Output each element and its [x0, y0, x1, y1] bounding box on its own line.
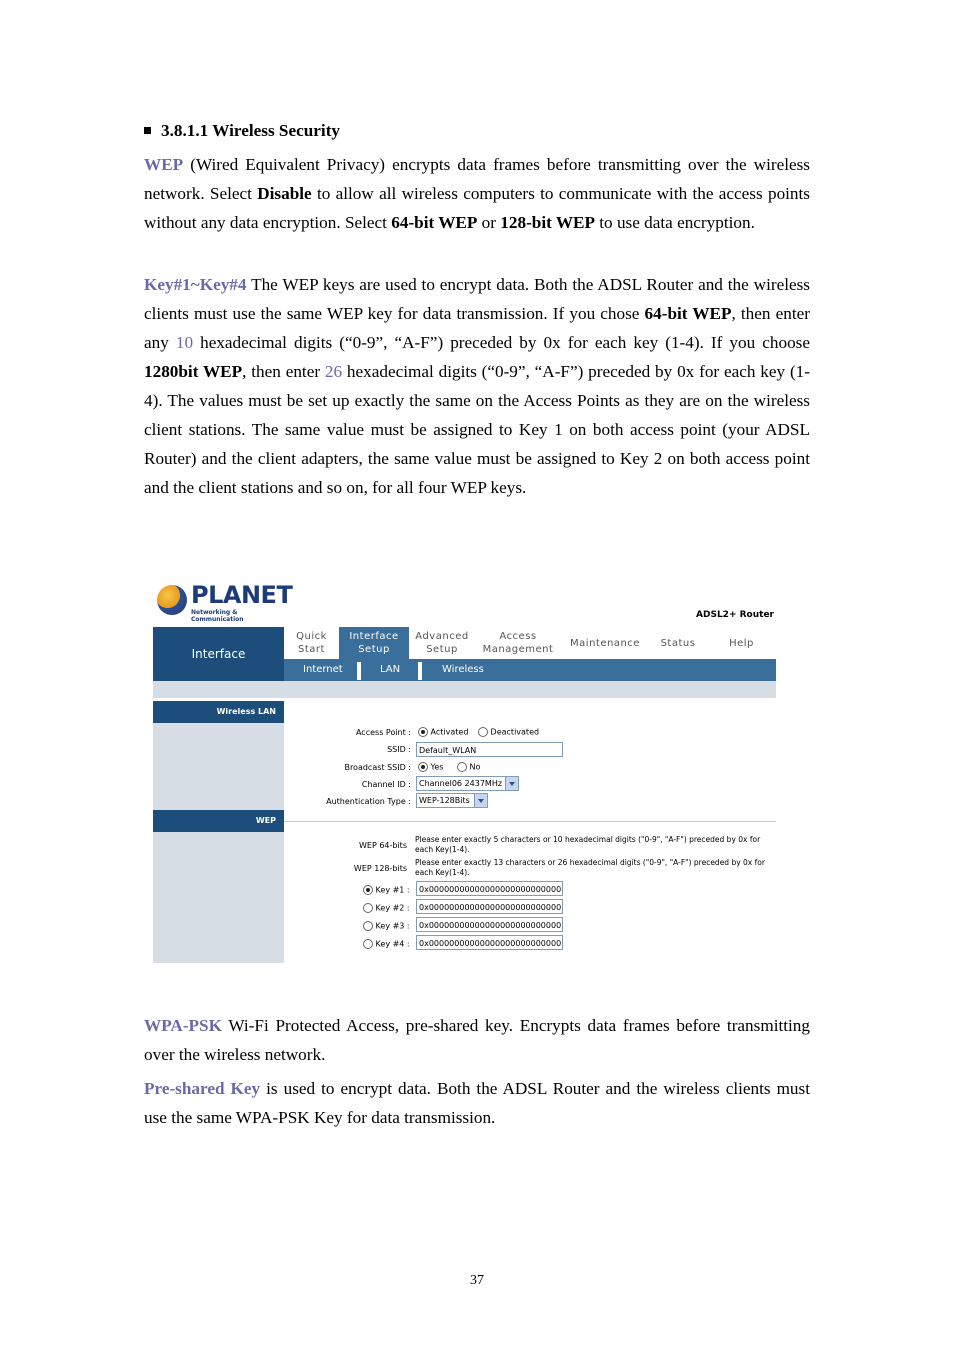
key3-option[interactable] [363, 921, 410, 931]
main-tabs [284, 627, 776, 659]
text: to allow all wireless computers to communicate with the access points without any data encryption. Select [144, 184, 810, 232]
bullet-square-icon [144, 127, 151, 134]
radio-label: Deactivated [490, 727, 540, 737]
key-label: Key #1 : [375, 885, 410, 895]
section-heading [144, 119, 340, 143]
ssid-label: SSID : [387, 745, 411, 754]
grey-bar [153, 681, 776, 698]
tab-label: Advanced [415, 631, 469, 642]
select-value: Channel06 2437MHz [419, 779, 503, 788]
radio-off-icon[interactable] [363, 921, 373, 931]
section-divider [284, 821, 776, 822]
tab-label: Quick [296, 631, 327, 642]
bold-term: Disable [257, 184, 312, 203]
left-header: Interface [153, 627, 284, 681]
term-wep: WEP [144, 155, 184, 174]
highlight-number: 10 [175, 333, 194, 352]
tab-label: Interface [349, 631, 399, 642]
radio-label: Yes [430, 762, 444, 772]
access-point-activated[interactable] [418, 727, 468, 737]
tab-maintenance[interactable] [561, 627, 649, 659]
tab-label: Maintenance [570, 637, 640, 649]
text: , then enter any [144, 304, 810, 352]
router-screenshot [153, 577, 776, 963]
subtab-separator [418, 662, 422, 680]
auth-type-label: Authentication Type : [326, 797, 411, 806]
channel-id-label: Channel ID : [361, 780, 411, 789]
tab-label: Help [729, 637, 754, 649]
chevron-down-icon[interactable] [474, 794, 487, 807]
text: Wi-Fi Protected Access, pre-shared key. Encrypts data frames before transmitting over the wireless network. [144, 1016, 810, 1064]
text: hexadecimal digits (“0-9”, “A-F”) preceded by 0x for each key (1-4). If you choose [193, 333, 810, 352]
section-wireless-lan: Wireless LAN [153, 701, 284, 723]
radio-on-icon[interactable] [418, 727, 428, 737]
tab-interface-setup[interactable] [339, 627, 409, 659]
tab-label: Status [660, 637, 696, 649]
tab-label: Setup [426, 644, 458, 655]
key3-input[interactable]: 0x00000000000000000000000000 [416, 917, 563, 932]
key-label: Key #4 : [375, 939, 410, 949]
logo-text: PLANET [191, 581, 293, 609]
router-title: ADSL2+ Router [696, 610, 774, 620]
radio-off-icon[interactable] [457, 762, 467, 772]
key4-input[interactable]: 0x00000000000000000000000000 [416, 935, 563, 950]
pre-shared-key-paragraph [144, 1074, 810, 1132]
broadcast-ssid-label: Broadcast SSID : [344, 763, 411, 772]
text: The WEP keys are used to encrypt data. Both the ADSL Router and the wireless clients must use the same WEP key for data transmission. If you chose [144, 275, 810, 323]
tab-access-management[interactable] [475, 627, 561, 659]
section-heading-text: 3.8.1.1 Wireless Security [161, 121, 341, 140]
subtab-separator [357, 662, 361, 680]
section-wep: WEP [153, 810, 284, 832]
text: , then enter [242, 362, 325, 381]
tab-quick-start[interactable] [284, 627, 339, 659]
ssid-input[interactable]: Default_WLAN [416, 742, 563, 757]
radio-label: Activated [430, 727, 469, 737]
chevron-down-icon[interactable] [505, 777, 518, 790]
tab-label: Setup [358, 644, 390, 655]
sidebar-fill [153, 723, 284, 810]
tab-label: Management [482, 644, 554, 655]
text: (Wired Equivalent Privacy) encrypts data frames before transmitting over the wireless network. Select [144, 155, 810, 203]
wep-paragraph [144, 150, 810, 237]
tab-help[interactable] [707, 627, 776, 659]
select-value: WEP-128Bits [419, 796, 470, 805]
tab-label: Access [499, 631, 537, 642]
broadcast-yes[interactable] [418, 762, 443, 772]
term-keys: Key#1~Key#4 [144, 275, 247, 294]
key1-input[interactable]: 0x00000000000000000000000000 [416, 881, 563, 896]
subtab-internet[interactable]: Internet [303, 664, 343, 675]
text: or [477, 213, 501, 232]
key1-option[interactable] [363, 885, 410, 895]
radio-off-icon[interactable] [363, 903, 373, 913]
term-pre-shared-key: Pre-shared Key [144, 1079, 261, 1098]
bold-term: 1280bit WEP [144, 362, 243, 381]
subtab-wireless[interactable]: Wireless [442, 664, 484, 675]
globe-icon [157, 585, 187, 615]
key4-option[interactable] [363, 939, 410, 949]
key2-input[interactable]: 0x00000000000000000000000000 [416, 899, 563, 914]
key-label: Key #3 : [375, 921, 410, 931]
page-number: 37 [470, 1273, 484, 1288]
wpa-psk-paragraph [144, 1011, 810, 1069]
access-point-deactivated[interactable] [478, 727, 539, 737]
radio-label: No [469, 762, 481, 772]
radio-off-icon[interactable] [363, 939, 373, 949]
keys-paragraph [144, 270, 810, 502]
radio-on-icon[interactable] [363, 885, 373, 895]
auth-type-select[interactable] [416, 793, 488, 808]
text: hexadecimal digits (“0-9”, “A-F”) preceded by 0x for each key (1-4). The values must be set up exactly the same on the Access Points as they are on the wireless client stations. The same value must be assigned to Key 1 on both access point (your ADSL Router) and the client adapters, the same value must be assigned to Key 2 on both access point and the client stations and so on, for all four WEP keys. [144, 362, 810, 497]
radio-on-icon[interactable] [418, 762, 428, 772]
tab-advanced-setup[interactable] [409, 627, 475, 659]
bold-term: 64-bit WEP [644, 304, 732, 323]
term-wpa-psk: WPA-PSK [144, 1016, 222, 1035]
bold-term: 128-bit WEP [500, 213, 595, 232]
sidebar-fill [153, 832, 284, 963]
broadcast-no[interactable] [457, 762, 480, 772]
sub-tabs [284, 659, 776, 681]
wep128-note: Please enter exactly 13 characters or 26 hexadecimal digits ("0-9", "A-F") preceded by 0x for each Key(1-4). [415, 858, 765, 877]
access-point-label: Access Point : [355, 728, 411, 737]
bold-term: 64-bit WEP [391, 213, 478, 232]
highlight-number: 26 [324, 362, 343, 381]
logo-subtitle: Networking & Communication [191, 609, 244, 623]
planet-logo [157, 581, 293, 623]
text: is used to encrypt data. Both the ADSL Router and the wireless clients must use the same WPA-PSK Key for data transmission. [144, 1079, 810, 1127]
radio-off-icon[interactable] [478, 727, 488, 737]
text: to use data encryption. [594, 213, 755, 232]
channel-id-select[interactable] [416, 776, 519, 791]
key-label: Key #2 : [375, 903, 410, 913]
wep64-label: WEP 64-bits [358, 841, 407, 850]
key2-option[interactable] [363, 903, 410, 913]
tab-label: Start [298, 644, 325, 655]
subtab-lan[interactable]: LAN [380, 664, 401, 675]
tab-status[interactable] [649, 627, 707, 659]
wep64-note: Please enter exactly 5 characters or 10 hexadecimal digits ("0-9", "A-F") preceded by 0x for each Key(1-4). [415, 835, 761, 854]
wep128-label: WEP 128-bits [353, 864, 407, 873]
